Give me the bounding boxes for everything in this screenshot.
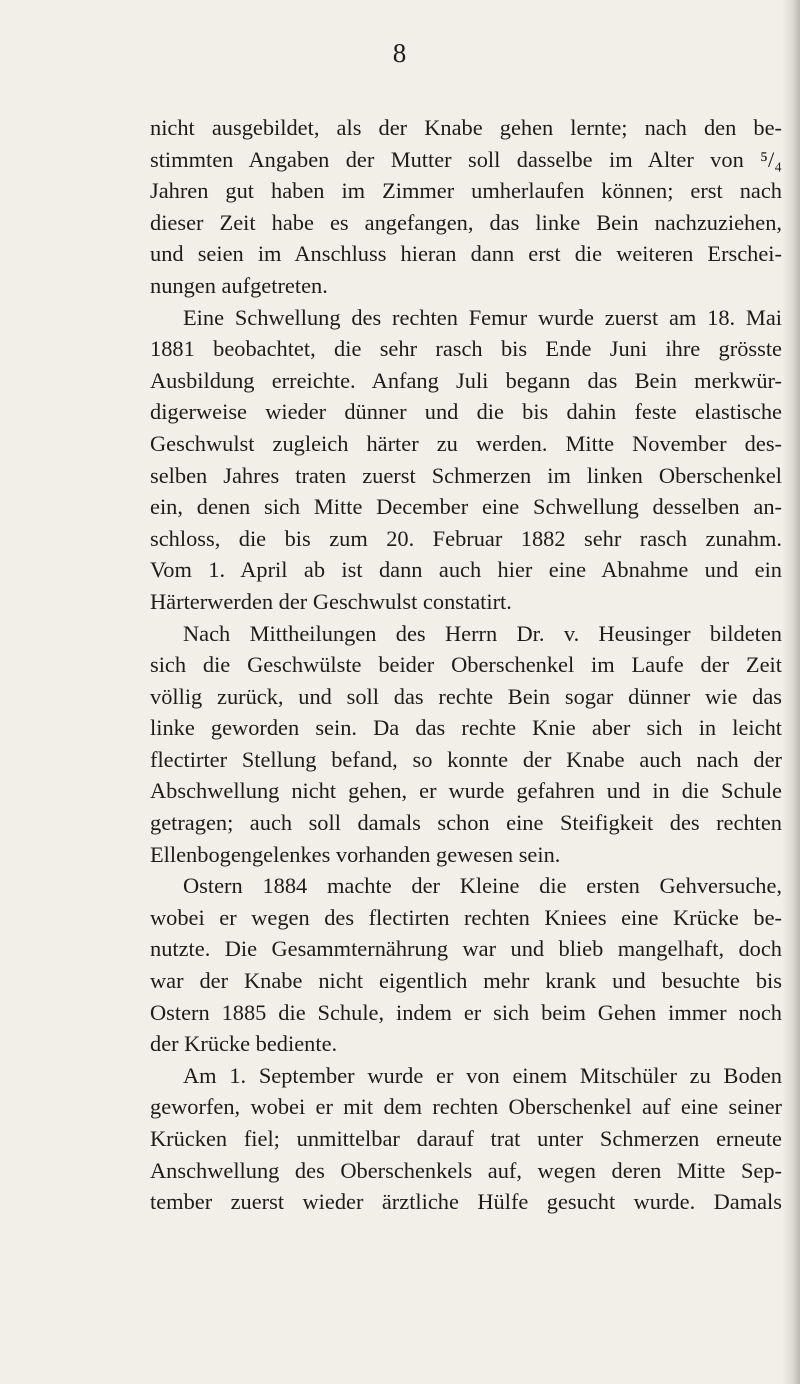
- text-line: 1881 beobachtet, die sehr rasch bis Ende Juni ihre grösste: [150, 336, 782, 362]
- text-line: Abschwellung nicht gehen, er wurde gefahren und in die Schule: [150, 778, 782, 804]
- text-line: Härterwerden der Geschwulst constatirt.: [150, 588, 512, 614]
- text-line: nungen aufgetreten.: [150, 272, 328, 298]
- text-line: tember zuerst wieder ärztliche Hülfe gesucht wurde. Damals: [150, 1189, 782, 1215]
- text-line: Vom 1. April ab ist dann auch hier eine Abnahme und ein: [150, 557, 782, 583]
- text-line: dieser Zeit habe es angefangen, das linke Bein nachzuziehen,: [150, 209, 782, 235]
- text-line: Krücken fiel; unmittelbar darauf trat unter Schmerzen erneute: [150, 1126, 782, 1151]
- text-line: Eine Schwellung des rechten Femur wurde zuerst am 18. Mai: [183, 304, 782, 330]
- text-line: Ostern 1885 die Schule, indem er sich beim Gehen immer noch: [150, 999, 782, 1025]
- text-line: Nach Mittheilungen des Herrn Dr. v. Heusinger bildeten: [183, 620, 782, 646]
- text-line: Am 1. September wurde er von einem Mitschüler zu Boden: [183, 1062, 782, 1088]
- text-line: Ostern 1884 machte der Kleine die ersten Gehversuche,: [183, 873, 782, 899]
- text-line: und seien im Anschluss hieran dann erst die weiteren Erschei-: [150, 241, 782, 267]
- text-line: Jahren gut haben im Zimmer umherlaufen können; erst nach: [150, 178, 782, 204]
- text-line: Anschwellung des Oberschenkels auf, wegen deren Mitte Sep-: [150, 1157, 782, 1183]
- text-line: war der Knabe nicht eigentlich mehr krank und besuchte bis: [150, 968, 782, 994]
- text-line: schloss, die bis zum 20. Februar 1882 sehr rasch zunahm.: [150, 525, 782, 551]
- page-edge-shadow: [782, 0, 800, 1384]
- text-line: digerweise wieder dünner und die bis dahin feste elastische: [150, 399, 782, 425]
- text-line: nicht ausgebildet, als der Knabe gehen lernte; nach den be-: [150, 115, 782, 140]
- page-number: 8: [392, 38, 408, 68]
- text-line: linke geworden sein. Da das rechte Knie aber sich in leicht: [150, 715, 782, 741]
- text-line: Ellenbogengelenkes vorhanden gewesen sein.: [150, 841, 561, 867]
- text-line: völlig zurück, und soll das rechte Bein sogar dünner wie das: [150, 683, 782, 709]
- text-line: sich die Geschwülste beider Oberschenkel im Laufe der Zeit: [150, 652, 782, 678]
- text-line: stimmten Angaben der Mutter soll dasselbe im Alter von ⁵/₄: [150, 146, 782, 172]
- text-line: der Krücke bediente.: [150, 1031, 338, 1057]
- body-text: [150, 112, 782, 1218]
- text-line: Ausbildung erreichte. Anfang Juli begann das Bein merkwür-: [150, 367, 782, 393]
- text-line: getragen; auch soll damals schon eine Steifigkeit des rechten: [150, 810, 782, 836]
- text-line: ein, denen sich Mitte December eine Schwellung desselben an-: [150, 494, 782, 520]
- text-line: geworfen, wobei er mit dem rechten Oberschenkel auf eine seiner: [150, 1094, 782, 1120]
- text-line: nutzte. Die Gesammternährung war und blieb mangelhaft, doch: [150, 936, 782, 962]
- text-line: Geschwulst zugleich härter zu werden. Mitte November des-: [150, 430, 782, 456]
- text-line: wobei er wegen des flectirten rechten Kniees eine Krücke be-: [150, 904, 782, 930]
- text-line: selben Jahres traten zuerst Schmerzen im linken Oberschenkel: [150, 462, 782, 488]
- text-line: flectirter Stellung befand, so konnte der Knabe auch nach der: [150, 746, 782, 772]
